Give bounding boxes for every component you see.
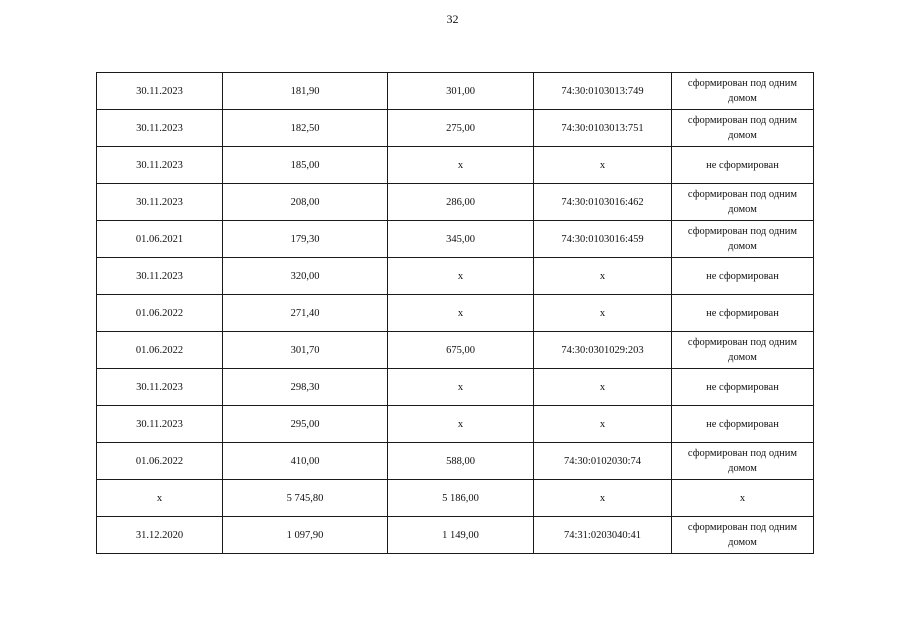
area-cell: 1 097,90 <box>223 517 388 554</box>
status-cell: х <box>672 480 814 517</box>
table-body <box>97 73 814 554</box>
table-row <box>97 517 814 554</box>
cadastral-number-cell: 74:31:0203040:41 <box>534 517 672 554</box>
table-row <box>97 369 814 406</box>
cadastral-number-cell: 74:30:0301029:203 <box>534 332 672 369</box>
cadastral-number-cell: х <box>534 295 672 332</box>
table-row <box>97 406 814 443</box>
land-area-cell: 286,00 <box>388 184 534 221</box>
land-area-cell: 675,00 <box>388 332 534 369</box>
area-cell: 295,00 <box>223 406 388 443</box>
area-cell: 185,00 <box>223 147 388 184</box>
status-cell: сформирован под одним домом <box>672 184 814 221</box>
table-row <box>97 147 814 184</box>
table-row <box>97 258 814 295</box>
status-cell: сформирован под одним домом <box>672 443 814 480</box>
land-area-cell: х <box>388 295 534 332</box>
land-area-cell: 275,00 <box>388 110 534 147</box>
land-area-cell: 1 149,00 <box>388 517 534 554</box>
status-cell: не сформирован <box>672 295 814 332</box>
land-area-cell: 588,00 <box>388 443 534 480</box>
land-area-cell: 345,00 <box>388 221 534 258</box>
cadastral-number-cell: х <box>534 258 672 295</box>
area-cell: 320,00 <box>223 258 388 295</box>
area-cell: 181,90 <box>223 73 388 110</box>
area-cell: 179,30 <box>223 221 388 258</box>
status-cell: не сформирован <box>672 369 814 406</box>
date-cell: 30.11.2023 <box>97 184 223 221</box>
area-cell: 208,00 <box>223 184 388 221</box>
date-cell: 31.12.2020 <box>97 517 223 554</box>
date-cell: х <box>97 480 223 517</box>
table-row <box>97 221 814 258</box>
date-cell: 01.06.2022 <box>97 295 223 332</box>
date-cell: 30.11.2023 <box>97 369 223 406</box>
table-row <box>97 332 814 369</box>
status-cell: сформирован под одним домом <box>672 73 814 110</box>
date-cell: 30.11.2023 <box>97 406 223 443</box>
land-area-cell: х <box>388 369 534 406</box>
table-row <box>97 443 814 480</box>
cadastral-number-cell: 74:30:0103016:459 <box>534 221 672 258</box>
date-cell: 30.11.2023 <box>97 258 223 295</box>
area-cell: 298,30 <box>223 369 388 406</box>
status-cell: не сформирован <box>672 258 814 295</box>
status-cell: сформирован под одним домом <box>672 110 814 147</box>
land-area-cell: 5 186,00 <box>388 480 534 517</box>
page-number: 32 <box>446 12 459 26</box>
area-cell: 5 745,80 <box>223 480 388 517</box>
cadastral-number-cell: х <box>534 369 672 406</box>
land-area-cell: х <box>388 258 534 295</box>
status-cell: не сформирован <box>672 147 814 184</box>
date-cell: 01.06.2022 <box>97 332 223 369</box>
status-cell: не сформирован <box>672 406 814 443</box>
cadastral-number-cell: 74:30:0103013:751 <box>534 110 672 147</box>
status-cell: сформирован под одним домом <box>672 221 814 258</box>
data-table <box>96 72 814 554</box>
cadastral-number-cell: х <box>534 406 672 443</box>
date-cell: 30.11.2023 <box>97 73 223 110</box>
area-cell: 410,00 <box>223 443 388 480</box>
date-cell: 01.06.2021 <box>97 221 223 258</box>
status-cell: сформирован под одним домом <box>672 517 814 554</box>
status-cell: сформирован под одним домом <box>672 332 814 369</box>
table-row <box>97 73 814 110</box>
area-cell: 301,70 <box>223 332 388 369</box>
area-cell: 182,50 <box>223 110 388 147</box>
table-row <box>97 295 814 332</box>
cadastral-number-cell: х <box>534 147 672 184</box>
land-area-cell: х <box>388 147 534 184</box>
table-row-total <box>97 480 814 517</box>
date-cell: 30.11.2023 <box>97 147 223 184</box>
table-row <box>97 110 814 147</box>
cadastral-number-cell: 74:30:0103016:462 <box>534 184 672 221</box>
cadastral-number-cell: х <box>534 480 672 517</box>
cadastral-number-cell: 74:30:0103013:749 <box>534 73 672 110</box>
land-area-cell: х <box>388 406 534 443</box>
cadastral-number-cell: 74:30:0102030:74 <box>534 443 672 480</box>
area-cell: 271,40 <box>223 295 388 332</box>
date-cell: 01.06.2022 <box>97 443 223 480</box>
date-cell: 30.11.2023 <box>97 110 223 147</box>
table-row <box>97 184 814 221</box>
land-area-cell: 301,00 <box>388 73 534 110</box>
